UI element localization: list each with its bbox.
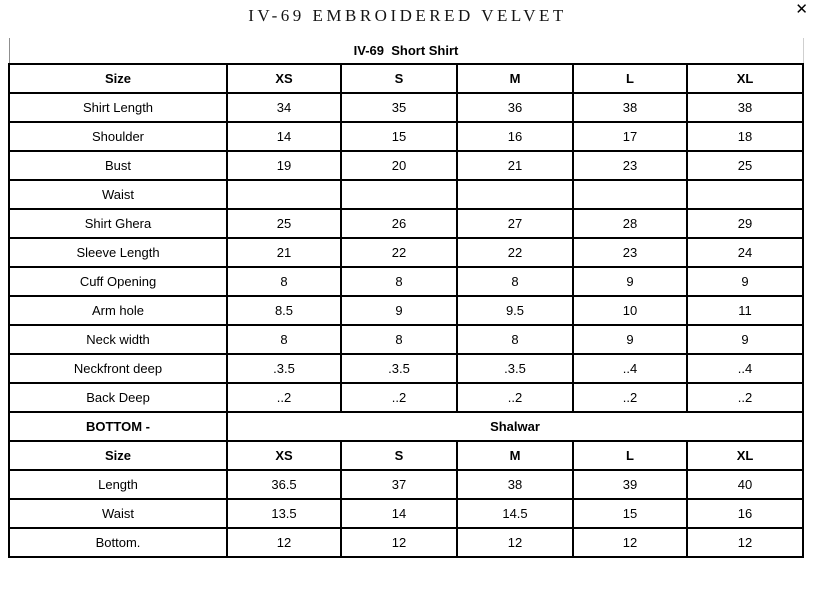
value-cell: 21 [227,238,341,267]
size-header-cell: XS [227,441,341,470]
value-cell: 25 [687,151,803,180]
value-cell: 37 [341,470,457,499]
value-cell: 8 [227,267,341,296]
size-chart-table [8,38,804,558]
value-cell: 12 [341,528,457,557]
value-cell: 16 [687,499,803,528]
value-cell [227,180,341,209]
size-header-cell: M [457,441,573,470]
value-cell [573,180,687,209]
value-cell: 9 [687,325,803,354]
value-cell: ..4 [573,354,687,383]
value-cell: 38 [687,93,803,122]
close-icon[interactable]: ✕ [795,0,808,18]
section-title-row [9,38,803,64]
value-cell: ..2 [227,383,341,412]
size-header-cell: S [341,441,457,470]
value-cell: .3.5 [457,354,573,383]
row-label-cell: Neck width [9,325,227,354]
value-cell: 34 [227,93,341,122]
table-row [9,209,803,238]
value-cell: 16 [457,122,573,151]
table-row [9,151,803,180]
section-title: IV-69 Short Shirt [9,38,803,64]
value-cell: 23 [573,238,687,267]
bottom-section-title-cell: Shalwar [227,412,803,441]
row-label-cell: Bottom. [9,528,227,557]
value-cell: 22 [341,238,457,267]
size-header-row [9,64,803,93]
value-cell: 18 [687,122,803,151]
row-label-cell: Waist [9,180,227,209]
value-cell: 8 [341,267,457,296]
value-cell: 25 [227,209,341,238]
table-row [9,122,803,151]
table-row [9,267,803,296]
size-header-cell: L [573,441,687,470]
value-cell: 23 [573,151,687,180]
value-cell: 28 [573,209,687,238]
size-header-cell: XS [227,64,341,93]
row-label-cell: Shoulder [9,122,227,151]
value-cell: 38 [573,93,687,122]
table-row [9,325,803,354]
value-cell: 39 [573,470,687,499]
size-header-cell: XL [687,441,803,470]
value-cell: 24 [687,238,803,267]
value-cell [341,180,457,209]
table-row [9,383,803,412]
value-cell: 13.5 [227,499,341,528]
value-cell: 14 [341,499,457,528]
value-cell: 8 [457,267,573,296]
table-row [9,470,803,499]
value-cell: 36 [457,93,573,122]
row-label-cell: Arm hole [9,296,227,325]
value-cell [457,180,573,209]
value-cell: 26 [341,209,457,238]
value-cell: 8 [227,325,341,354]
row-label-cell: Shirt Ghera [9,209,227,238]
value-cell: 19 [227,151,341,180]
value-cell: 15 [573,499,687,528]
table-row [9,93,803,122]
value-cell: 12 [457,528,573,557]
size-header-label-cell: Size [9,64,227,93]
row-label-cell: Shirt Length [9,93,227,122]
value-cell: 11 [687,296,803,325]
value-cell: 8.5 [227,296,341,325]
value-cell: ..2 [457,383,573,412]
value-cell: 36.5 [227,470,341,499]
value-cell: 35 [341,93,457,122]
table-row [9,354,803,383]
table-row [9,238,803,267]
value-cell: 14.5 [457,499,573,528]
row-label-cell: Cuff Opening [9,267,227,296]
value-cell: ..2 [341,383,457,412]
value-cell: 9 [341,296,457,325]
row-label-cell: Neckfront deep [9,354,227,383]
size-header-cell: L [573,64,687,93]
value-cell: ..2 [687,383,803,412]
value-cell: 21 [457,151,573,180]
row-label-cell: Length [9,470,227,499]
value-cell [687,180,803,209]
value-cell: 10 [573,296,687,325]
size-header-cell: XL [687,64,803,93]
value-cell: 9 [573,267,687,296]
size-header-label-cell: Size [9,441,227,470]
value-cell: 8 [341,325,457,354]
value-cell: 9 [573,325,687,354]
table-row [9,528,803,557]
value-cell: 20 [341,151,457,180]
value-cell: ..4 [687,354,803,383]
table-row [9,180,803,209]
value-cell: 29 [687,209,803,238]
bottom-section-label-cell: BOTTOM - [9,412,227,441]
value-cell: 15 [341,122,457,151]
value-cell: 8 [457,325,573,354]
bottom-section-row [9,412,803,441]
value-cell: 12 [687,528,803,557]
value-cell: 40 [687,470,803,499]
row-label-cell: Sleeve Length [9,238,227,267]
table-row [9,499,803,528]
value-cell: 22 [457,238,573,267]
value-cell: 14 [227,122,341,151]
value-cell: 17 [573,122,687,151]
value-cell: .3.5 [227,354,341,383]
row-label-cell: Waist [9,499,227,528]
size-header-cell: S [341,64,457,93]
value-cell: 9 [687,267,803,296]
value-cell: 27 [457,209,573,238]
row-label-cell: Bust [9,151,227,180]
size-header-cell: M [457,64,573,93]
size-header-row [9,441,803,470]
row-label-cell: Back Deep [9,383,227,412]
value-cell: 38 [457,470,573,499]
value-cell: .3.5 [341,354,457,383]
value-cell: 9.5 [457,296,573,325]
value-cell: 12 [227,528,341,557]
table-row [9,296,803,325]
value-cell: ..2 [573,383,687,412]
page-title: IV-69 EMBROIDERED VELVET [248,6,567,25]
value-cell: 12 [573,528,687,557]
